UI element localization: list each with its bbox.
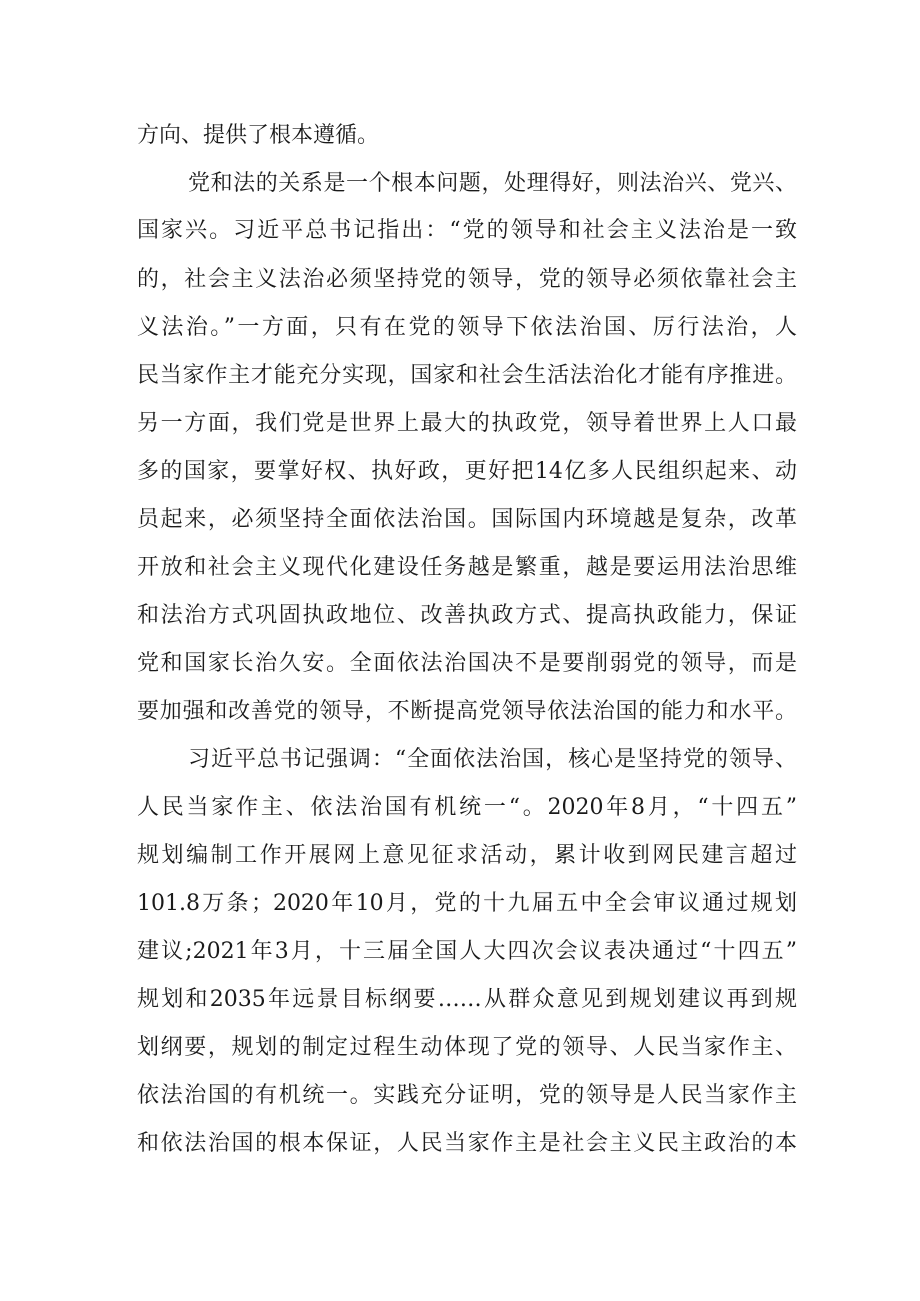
paragraph-start-line: 党和法的关系是一个根本问题，处理得好，则法治兴、党兴、 [188,171,797,196]
paragraph-start-line: 习近平总书记强调：“全面依法治国，核心是坚持党的领导、 [188,747,797,772]
text-line: 建议;2021年3月，十三届全国人大四次会议表决通过“十四五” [137,939,797,964]
text-line: 和法治方式巩固执政地位、改善执政方式、提高执政能力，保证 [137,603,797,628]
text-line: 的，社会主义法治必须坚持党的领导，党的领导必须依靠社会主 [137,267,797,292]
text-line: 101.8万条；2020年10月，党的十九届五中全会审议通过规划 [137,891,797,916]
text-line: 义法治。”一方面，只有在党的领导下依法治国、厉行法治，人 [137,315,797,340]
text-line: 开放和社会主义现代化建设任务越是繁重，越是要运用法治思维 [137,555,797,580]
text-line: 人民当家作主、依法治国有机统一“。2020年8月，“十四五” [137,795,797,820]
text-line: 划纲要，规划的制定过程生动体现了党的领导、人民当家作主、 [137,1035,797,1060]
text-line: 多的国家，要掌好权、执好政，更好把14亿多人民组织起来、动 [137,459,797,484]
text-line: 方向、提供了根本遵循。 [137,123,380,148]
text-line: 员起来，必须坚持全面依法治国。国际国内环境越是复杂，改革 [137,507,797,532]
text-line: 党和国家长治久安。全面依法治国决不是要削弱党的领导，而是 [137,651,797,676]
text-line: 要加强和改善党的领导，不断提高党领导依法治国的能力和水平。 [137,699,797,724]
text-line: 依法治国的有机统一。实践充分证明，党的领导是人民当家作主 [137,1083,797,1108]
text-line: 和依法治国的根本保证，人民当家作主是社会主义民主政治的本 [137,1131,797,1156]
text-line: 规划和2035年远景目标纲要……从群众意见到规划建议再到规 [137,987,797,1012]
text-line: 另一方面，我们党是世界上最大的执政党，领导着世界上人口最 [137,411,797,436]
text-line: 规划编制工作开展网上意见征求活动，累计收到网民建言超过 [137,843,797,868]
text-line: 国家兴。习近平总书记指出：“党的领导和社会主义法治是一致 [137,218,797,243]
text-line: 民当家作主才能充分实现，国家和社会生活法治化才能有序推进。 [137,363,797,388]
